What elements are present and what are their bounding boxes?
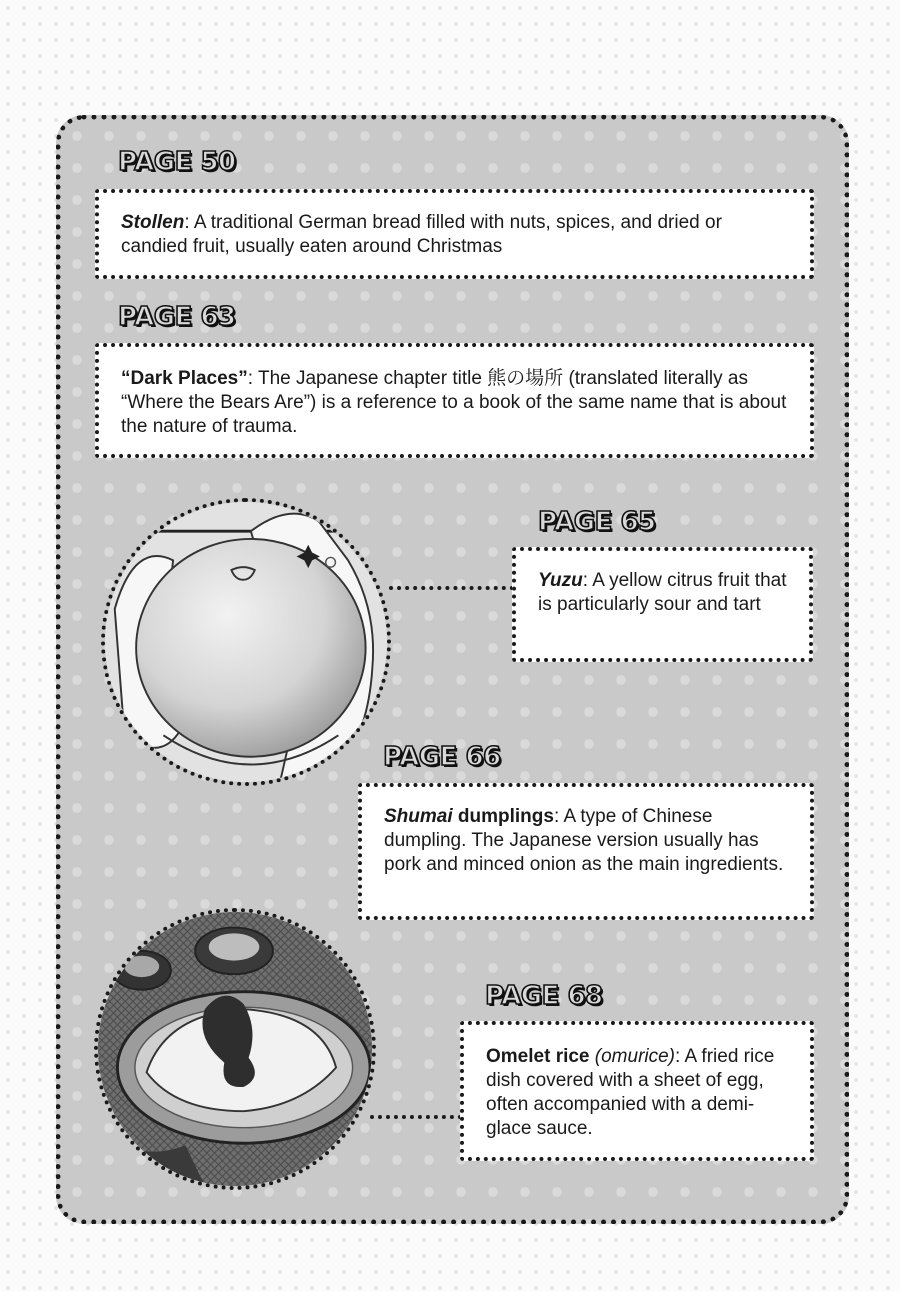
page-68-heading: PAGE 68 [485,981,603,1011]
yuzu-term: Yuzu [538,570,583,591]
page-63-heading: PAGE 63 [118,302,236,332]
dark-places-note [95,343,814,458]
yuzu-connector [389,586,514,590]
shumai-note [358,783,814,920]
page-65-heading: PAGE 65 [538,507,656,537]
omurice-illustration [94,908,376,1190]
page-50-heading: PAGE 50 [118,147,236,177]
dark-places-definition: : The Japanese chapter title 熊の場所 (translated literally as “Where the Bears Are”) is a reference to a book of the same name that is about the nature of trauma. [121,368,787,437]
yuzu-illustration [101,498,391,786]
yuzu-note [512,547,813,662]
shumai-term-italic: Shumai [384,806,453,827]
omurice-aside: (omurice) [589,1046,676,1067]
page-66-heading: PAGE 66 [383,742,501,772]
omurice-connector [370,1115,462,1119]
stollen-definition: : A traditional German bread filled with nuts, spices, and dried or candied fruit, usually eaten around Christmas [121,212,722,257]
yuzu-definition: : A yellow citrus fruit that is particularly sour and tart [538,570,787,615]
omurice-drawing [98,912,372,1186]
stollen-term: Stollen [121,212,185,233]
omurice-definition: : A fried rice dish covered with a sheet of egg, often accompanied with a demi-glace sauce. [486,1046,775,1139]
shumai-definition: : A type of Chinese dumpling. The Japanese version usually has pork and minced onion as the main ingredients. [384,806,784,875]
shumai-term: dumplings [452,806,554,827]
omurice-term: Omelet rice [486,1046,590,1067]
yuzu-drawing [105,502,387,782]
omurice-note [460,1021,814,1161]
stollen-note [95,189,814,279]
dark-places-term: “Dark Places” [121,368,248,389]
